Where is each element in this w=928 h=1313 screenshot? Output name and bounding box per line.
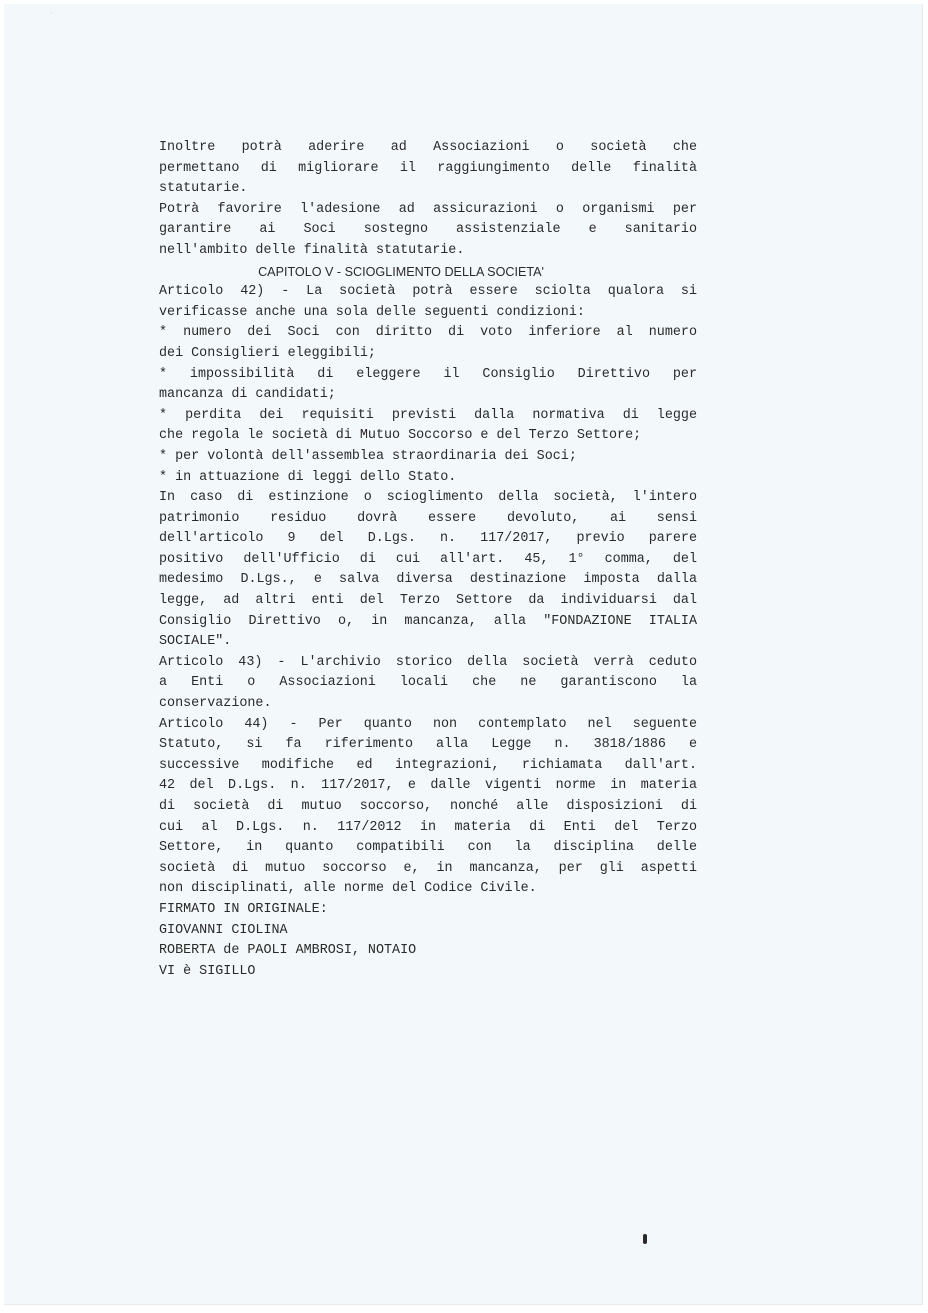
- document-body: [159, 138, 697, 982]
- text-line: nell'ambito delle finalità statutarie.: [159, 242, 465, 258]
- document-page: [4, 4, 923, 1305]
- text-line: dei Consiglieri eleggibili;: [159, 345, 376, 361]
- text-line: * numero dei Soci con diritto di voto inferiore al numero: [159, 325, 697, 341]
- text-line: Articolo 43) - L'archivio storico della società verrà ceduto: [159, 654, 697, 670]
- text-line: 42 del D.Lgs. n. 117/2017, e dalle vigenti norme in materia: [159, 778, 697, 794]
- text-line: Articolo 44) - Per quanto non contemplato nel seguente: [159, 716, 697, 732]
- text-line: VI è SIGILLO: [159, 963, 256, 979]
- text-line: che regola le società di Mutuo Soccorso e del Terzo Settore;: [159, 428, 642, 444]
- text-line: legge, ad altri enti del Terzo Settore da individuarsi dal: [159, 593, 697, 609]
- chapter-heading: CAPITOLO V - SCIOGLIMENTO DELLA SOCIETA': [258, 264, 544, 279]
- text-line: statutarie.: [159, 181, 248, 197]
- text-line: dell'articolo 9 del D.Lgs. n. 117/2017, previo parere: [159, 531, 697, 547]
- text-line: a Enti o Associazioni locali che ne garantiscono la: [159, 675, 697, 691]
- text-line: successive modifiche ed integrazioni, richiamata dall'art.: [159, 757, 697, 773]
- text-line: Consiglio Direttivo o, in mancanza, alla "FONDAZIONE ITALIA: [159, 613, 697, 629]
- text-line: Potrà favorire l'adesione ad assicurazioni o organismi per: [159, 201, 697, 217]
- scan-speck: ·: [50, 9, 53, 18]
- text-line: * impossibilità di eleggere il Consiglio Direttivo per: [159, 366, 697, 382]
- text-line: medesimo D.Lgs., e salva diversa destinazione imposta dalla: [159, 572, 697, 588]
- text-line: conservazione.: [159, 696, 272, 712]
- text-line: garantire ai Soci sostegno assistenziale e sanitario: [159, 222, 697, 238]
- text-line: patrimonio residuo dovrà essere devoluto, ai sensi: [159, 510, 697, 526]
- text-line: In caso di estinzione o scioglimento della società, l'intero: [159, 490, 697, 506]
- text-line: GIOVANNI CIOLINA: [159, 922, 288, 938]
- text-line: permettano di migliorare il raggiungimento delle finalità: [159, 160, 697, 176]
- text-line: Settore, in quanto compatibili con la disciplina delle: [159, 840, 697, 856]
- text-line: * perdita dei requisiti previsti dalla normativa di legge: [159, 407, 697, 423]
- text-line: mancanza di candidati;: [159, 387, 336, 403]
- text-line: * per volontà dell'assemblea straordinaria dei Soci;: [159, 448, 577, 464]
- text-line: non disciplinati, alle norme del Codice Civile.: [159, 881, 537, 897]
- text-line: * in attuazione di leggi dello Stato.: [159, 469, 457, 485]
- text-line: di società di mutuo soccorso, nonché alle disposizioni di: [159, 799, 697, 814]
- text-line: verificasse anche una sola delle seguenti condizioni:: [159, 304, 585, 320]
- text-line: SOCIALE".: [159, 634, 232, 650]
- text-line: Articolo 42) - La società potrà essere sciolta qualora si: [159, 284, 697, 300]
- text-line: FIRMATO IN ORIGINALE:: [159, 901, 328, 917]
- text-line: Inoltre potrà aderire ad Associazioni o società che: [159, 140, 697, 155]
- text-line: positivo dell'Ufficio di cui all'art. 45, 1° comma, del: [159, 551, 697, 567]
- ink-mark: [643, 1234, 647, 1244]
- text-line: società di mutuo soccorso e, in mancanza, per gli aspetti: [159, 860, 697, 876]
- text-line: ROBERTA de PAOLI AMBROSI, NOTAIO: [159, 943, 417, 959]
- text-line: Statuto, si fa riferimento alla Legge n. 3818/1886 e: [159, 737, 697, 753]
- text-line: cui al D.Lgs. n. 117/2012 in materia di Enti del Terzo: [159, 819, 697, 835]
